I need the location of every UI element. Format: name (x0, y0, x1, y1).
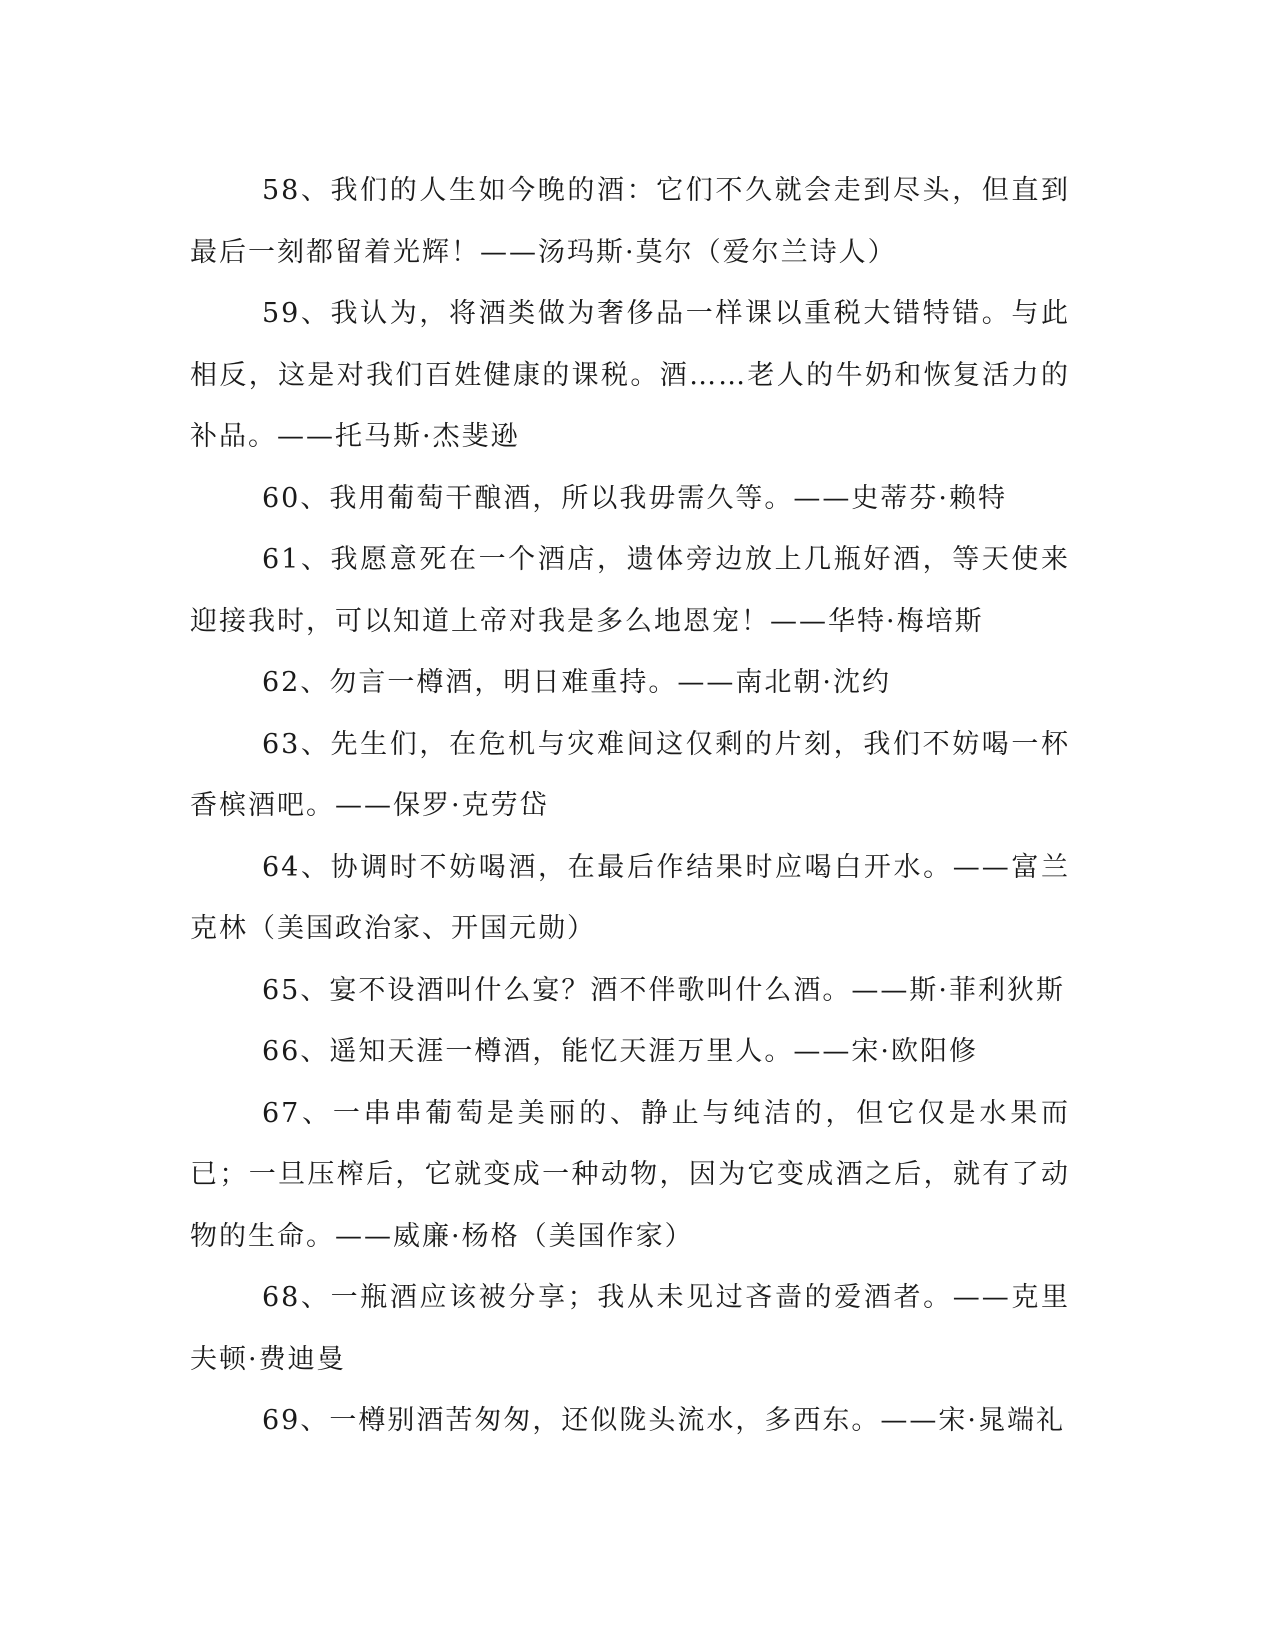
quote-paragraph-68: 68、一瓶酒应该被分享；我从未见过吝啬的爱酒者。——克里夫顿·费迪曼 (190, 1282, 1070, 1375)
quote-paragraph-61: 61、我愿意死在一个酒店，遗体旁边放上几瓶好酒，等天使来迎接我时，可以知道上帝对我是多么地恩宠！——华特·梅培斯 (190, 544, 1070, 637)
quote-paragraph-58: 58、我们的人生如今晚的酒：它们不久就会走到尽头，但直到最后一刻都留着光辉！——汤玛斯·莫尔（爱尔兰诗人） (190, 175, 1070, 268)
quote-paragraph-60: 60、我用葡萄干酿酒，所以我毋需久等。——史蒂芬·赖特 (262, 482, 1007, 514)
quote-paragraph-62: 62、勿言一樽酒，明日难重持。——南北朝·沈约 (262, 667, 891, 698)
quote-list (190, 160, 1070, 1452)
quote-paragraph-59: 59、我认为，将酒类做为奢侈品一样课以重税大错特错。与此相反，这是对我们百姓健康的课税。酒……老人的牛奶和恢复活力的补品。——托马斯·杰斐逊 (190, 298, 1070, 452)
quote-paragraph-66: 66、遥知天涯一樽酒，能忆天涯万里人。——宋·欧阳修 (262, 1036, 978, 1067)
quote-paragraph-65: 65、宴不设酒叫什么宴？酒不伴歌叫什么酒。——斯·菲利狄斯 (262, 974, 1065, 1006)
quote-paragraph-67: 67、一串串葡萄是美丽的、静止与纯洁的，但它仅是水果而已；一旦压榨后，它就变成一种动物，因为它变成酒之后，就有了动物的生命。——威廉·杨格（美国作家） (190, 1097, 1070, 1252)
quote-paragraph-69: 69、一樽别酒苦匆匆，还似陇头流水，多西东。——宋·晁端礼 (262, 1405, 1065, 1436)
quote-paragraph-63: 63、先生们，在危机与灾难间这仅剩的片刻，我们不妨喝一杯香槟酒吧。——保罗·克劳岱 (190, 728, 1070, 821)
quote-paragraph-64: 64、协调时不妨喝酒，在最后作结果时应喝白开水。——富兰克林（美国政治家、开国元勋） (190, 851, 1070, 944)
